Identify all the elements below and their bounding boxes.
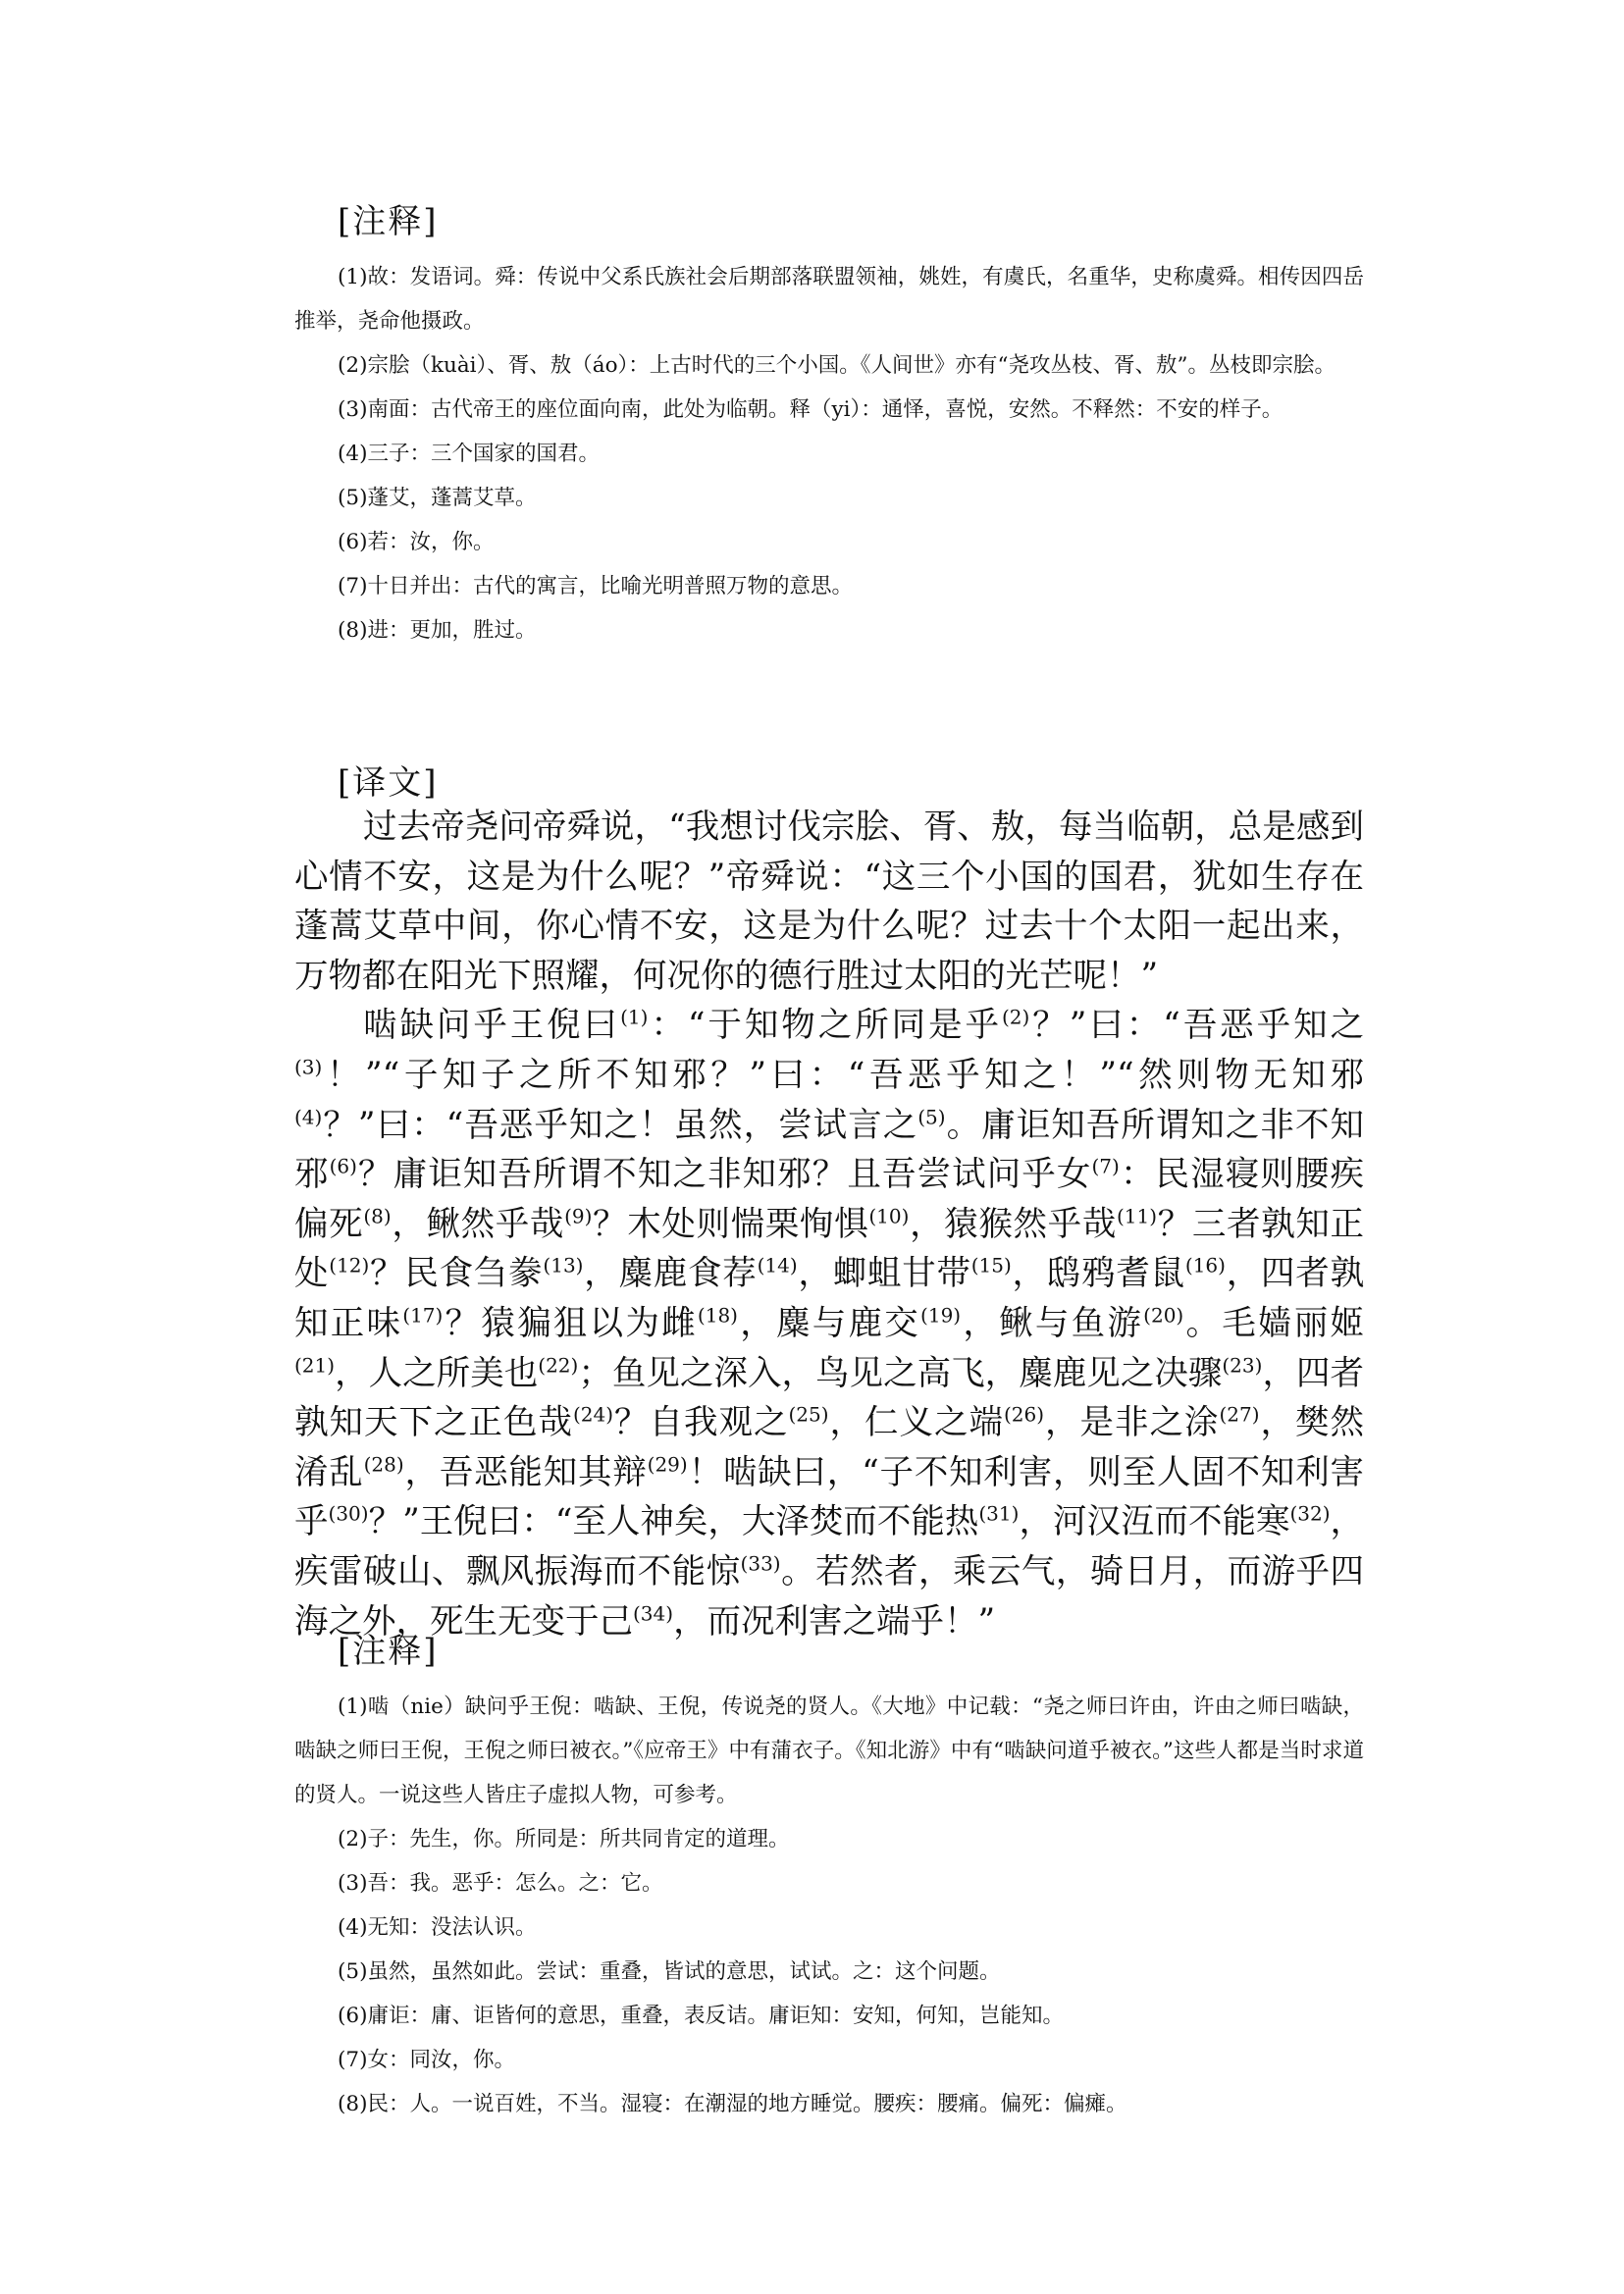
text-segment: ，猿猴然乎哉 [909, 1204, 1117, 1244]
annotation-item: (5)蓬艾，蓬蒿艾草。 [338, 486, 537, 510]
text-segment: ，蝍蛆甘带 [797, 1254, 971, 1294]
footnote-marker: (2) [1001, 1005, 1030, 1029]
footnote-marker: (6) [329, 1154, 357, 1178]
text-segment: ，而况利害之端乎！” [673, 1601, 996, 1642]
text-segment: ？”王倪曰：“至人神矣，大泽焚而不能热 [368, 1502, 979, 1542]
annotation-item: (1)啮（nie）缺问乎王倪：啮缺、王倪，传说尧的贤人。《大地》中记载：“尧之师曰许由，许由之师曰啮缺，啮缺之师曰王倪，王倪之师曰被衣。”《应帝王》中有蒲衣子。《知北游》中有“啮缺问道乎被衣。”这些人都是当时求道的贤人。一说这些人皆庄子虚拟人物，可参考。 [294, 1694, 1364, 1807]
text-segment: ，四者孰知正味 [294, 1254, 1365, 1343]
annotations-section-2 [294, 1632, 1364, 2126]
text-segment: 。庸讵知吾所谓知之非不知邪 [294, 1105, 1364, 1195]
annotation-item: (5)虽然，虽然如此。尝试：重叠，皆试的意思，试试。之：这个问题。 [338, 1959, 1001, 1984]
annotation-item: (2)宗脍（kuài）、胥、敖（áo）：上古时代的三个小国。《人间世》亦有“尧攻丛枝、胥、敖”。丛枝即宗脍。 [338, 353, 1336, 378]
text-segment: ，鳅与鱼游 [961, 1303, 1144, 1343]
text-segment: ，仁义之端 [828, 1403, 1004, 1443]
footnote-marker: (21) [294, 1353, 336, 1378]
text-segment: ？民食刍豢 [369, 1254, 544, 1294]
footnote-marker: (18) [697, 1303, 738, 1328]
text-segment: 。若然者，乘云气，骑日月，而游乎四海之外，死生无变于己 [294, 1551, 1365, 1642]
text-segment: ，疾雷破山、飘风振海而不能惊 [294, 1502, 1365, 1591]
text-segment: ！”“子知子之所不知邪？”曰：“吾恶乎知之！”“然则物无知邪 [322, 1055, 1364, 1095]
text-segment: ？自我观之 [613, 1403, 789, 1443]
text-segment: ，麋鹿食荐 [583, 1254, 758, 1294]
annotation-item: (1)故：发语词。舜：传说中父系氏族社会后期部落联盟领袖，姚姓，有虞氏，名重华，史称虞舜。相传因四岳推举，尧命他摄政。 [294, 265, 1364, 334]
text-segment: 啮缺问乎王倪曰 [363, 1006, 621, 1046]
annotation-item: (4)三子：三个国家的国君。 [338, 442, 600, 466]
text-segment: ？猿猵狙以为雌 [443, 1303, 698, 1343]
footnote-marker: (32) [1289, 1501, 1331, 1526]
text-segment: 。毛嫱丽姬 [1183, 1303, 1365, 1343]
footnote-marker: (24) [572, 1402, 613, 1427]
translation-heading: [译文] [338, 763, 439, 803]
footnote-marker: (9) [564, 1204, 593, 1228]
text-segment: ，是非之涂 [1044, 1403, 1220, 1443]
text-segment: ，麋与鹿交 [737, 1303, 921, 1343]
footnote-marker: (13) [543, 1253, 584, 1277]
footnote-marker: (28) [363, 1452, 404, 1477]
text-segment: ，四者孰知天下之正色哉 [294, 1353, 1365, 1443]
footnote-marker: (34) [633, 1601, 674, 1625]
text-segment: ？”曰：“吾恶乎知之！虽然，尝试言之 [322, 1105, 918, 1145]
footnote-marker: (27) [1219, 1402, 1260, 1427]
text-segment: ，吾恶能知其辩 [403, 1452, 648, 1492]
translation-paragraph: 过去帝尧问帝舜说，“我想讨伐宗脍、胥、敖，每当临朝，总是感到心情不安，这是为什么呢？”帝舜说：“这三个小国的国君，犹如生存在蓬蒿艾草中间，你心情不安，这是为什么呢？过去十个太阳一起出来，万物都在阳光下照耀，何况你的德行胜过太阳的光芒呢！” [294, 808, 1364, 996]
footnote-marker: (30) [328, 1501, 369, 1526]
annotation-item: (4)无知：没法认识。 [338, 1915, 537, 1940]
text-segment: ？庸讵知吾所谓不知之非知邪？且吾尝试问乎女 [356, 1155, 1092, 1195]
annotation-item: (6)若：汝，你。 [338, 530, 495, 554]
text-segment: ？三者孰知正处 [294, 1204, 1364, 1294]
text-segment: ：民湿寝则腰疾偏死 [294, 1155, 1364, 1244]
footnote-marker: (33) [740, 1551, 781, 1576]
text-segment: ，河汉沍而不能寒 [1019, 1502, 1290, 1542]
footnote-marker: (17) [402, 1303, 444, 1328]
footnote-marker: (26) [1003, 1402, 1045, 1427]
footnote-marker: (4) [294, 1105, 323, 1129]
footnote-marker: (29) [647, 1452, 688, 1477]
footnote-marker: (31) [978, 1501, 1020, 1526]
footnote-marker: (20) [1143, 1303, 1184, 1328]
annotation-item: (8)民：人。一说百姓，不当。湿寝：在潮湿的地方睡觉。腰疾：腰痛。偏死：偏瘫。 [338, 2092, 1127, 2116]
text-segment: ，人之所美也 [335, 1353, 539, 1393]
source-text-paragraph [294, 1001, 1364, 1646]
annotation-item: (6)庸讵：庸、讵皆何的意思，重叠，表反诘。庸讵知：安知，何知，岂能知。 [338, 2004, 1064, 2028]
annotation-item: (2)子：先生，你。所同是：所共同肯定的道理。 [338, 1827, 790, 1851]
footnote-marker: (19) [920, 1303, 962, 1328]
footnote-marker: (7) [1091, 1154, 1120, 1178]
translation-section [294, 763, 1364, 1646]
footnote-marker: (8) [363, 1204, 392, 1228]
footnote-marker: (5) [917, 1105, 946, 1129]
annotation-item: (3)吾：我。恶乎：怎么。之：它。 [338, 1871, 663, 1896]
annotations-section-1 [294, 202, 1364, 652]
annotation-item: (7)女：同汝，你。 [338, 2048, 515, 2072]
footnote-marker: (15) [970, 1253, 1012, 1277]
footnote-marker: (23) [1222, 1353, 1263, 1378]
footnote-marker: (10) [868, 1204, 910, 1228]
annotation-item: (8)进：更加，胜过。 [338, 618, 537, 643]
footnote-marker: (3) [294, 1055, 323, 1079]
text-segment: ，鳅然乎哉 [391, 1204, 565, 1244]
text-segment: ！啮缺曰，“子不知利害，则至人固不知利害乎 [294, 1452, 1365, 1542]
annotation-item: (3)南面：古代帝王的座位面向南，此处为临朝。释（yi）：通怿，喜悦，安然。不释然：不安的样子。 [338, 397, 1283, 422]
footnote-marker: (25) [788, 1402, 829, 1427]
annotations-heading: [注释] [338, 202, 439, 241]
footnote-marker: (1) [620, 1005, 649, 1029]
text-segment: ，樊然淆乱 [294, 1403, 1365, 1492]
footnote-marker: (12) [329, 1253, 370, 1277]
text-segment: ；鱼见之深入，鸟见之高飞，麋鹿见之决骤 [578, 1353, 1223, 1393]
annotation-item: (7)十日并出：古代的寓言，比喻光明普照万物的意思。 [338, 574, 853, 599]
footnote-marker: (14) [757, 1253, 798, 1277]
footnote-marker: (22) [538, 1353, 579, 1378]
text-segment: ：“于知物之所同是乎 [648, 1006, 1002, 1046]
footnote-marker: (16) [1184, 1253, 1226, 1277]
text-segment: ？木处则惴栗恂惧 [592, 1204, 869, 1244]
footnote-marker: (11) [1117, 1204, 1158, 1228]
text-segment: ，鸱鸦耆鼠 [1011, 1254, 1185, 1294]
annotations-heading: [注释] [338, 1632, 439, 1671]
text-segment: ？”曰：“吾恶乎知之 [1029, 1006, 1365, 1046]
